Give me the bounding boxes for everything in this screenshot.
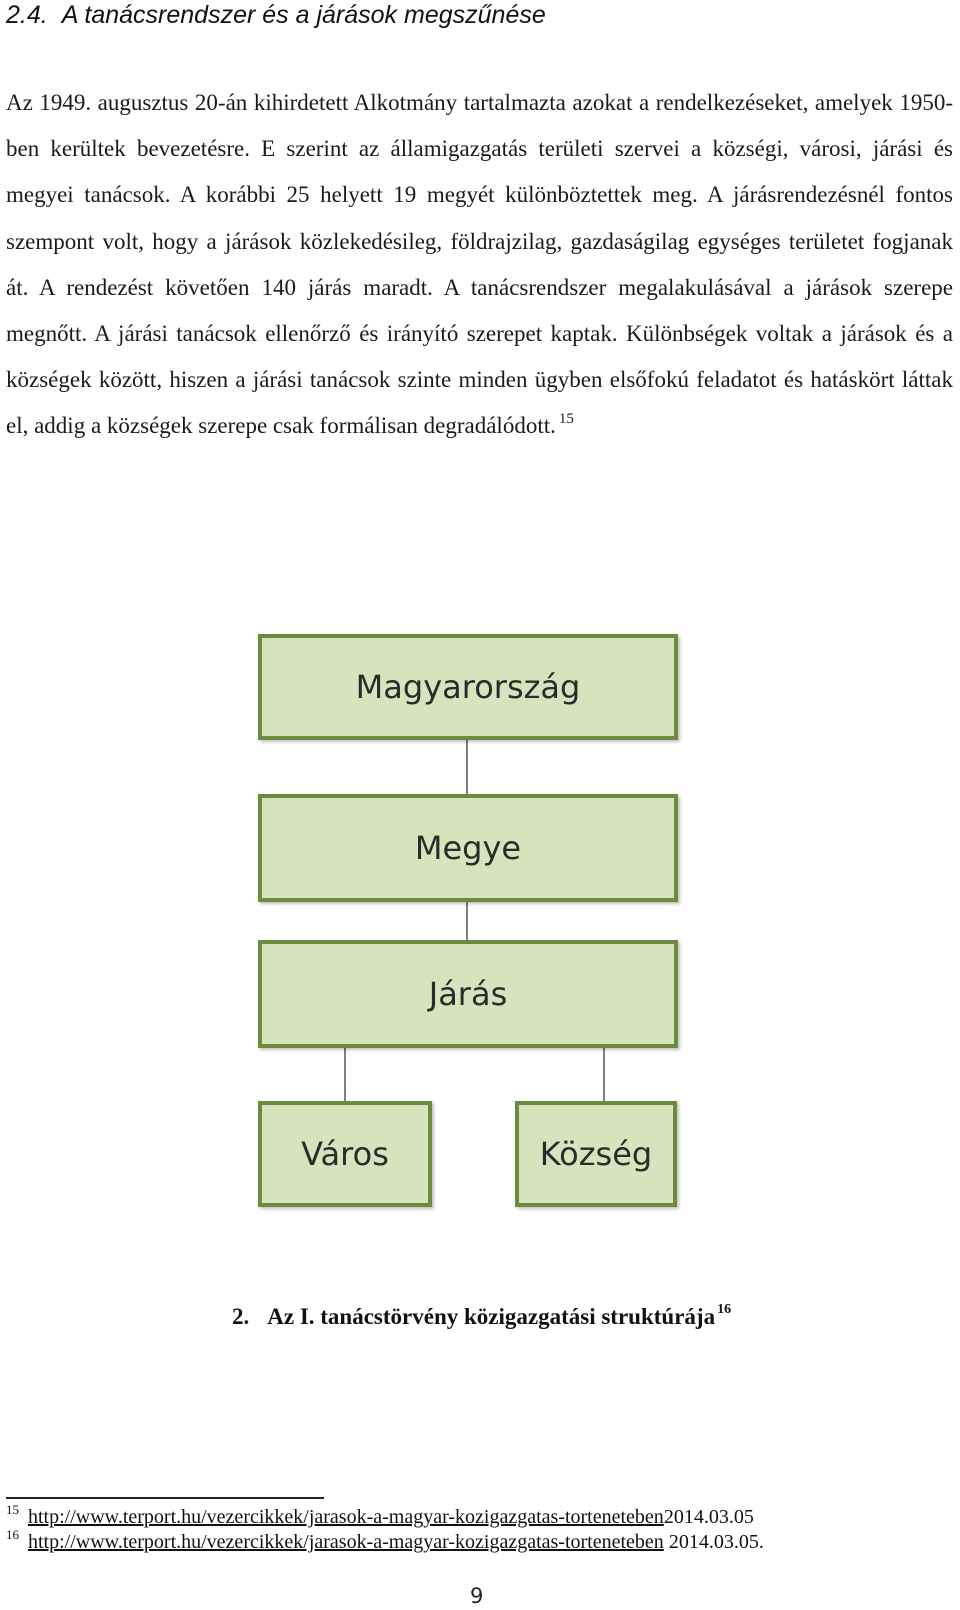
node-district-label: Járás (428, 975, 508, 1013)
body-paragraph (6, 80, 953, 453)
footnote-ref-15[interactable]: 15 (558, 411, 574, 428)
footnote-link[interactable]: http://www.terport.hu/vezercikkek/jarasok-a-magyar-kozigazgatas-torteneteben (28, 1506, 664, 1528)
node-village-label: Község (539, 1135, 653, 1173)
footnote-mark: 16 (6, 1527, 19, 1542)
figure-caption-text: Az I. tanácstörvény közigazgatási struktúrája (267, 1304, 716, 1329)
section-number: 2.4. (6, 1, 48, 29)
node-city (258, 1101, 432, 1207)
footnote-body (28, 1531, 764, 1554)
node-country-label: Magyarország (355, 668, 581, 706)
page-number: 9 (470, 1584, 484, 1608)
footnote-date: 2014.03.05. (663, 1531, 764, 1553)
connector-country-county (466, 738, 468, 796)
node-county (258, 794, 678, 902)
footnote-link[interactable]: http://www.terport.hu/vezercikkek/jarasok-a-magyar-kozigazgatas-torteneteben (28, 1531, 664, 1553)
node-city-label: Város (301, 1135, 389, 1173)
footnote-ref-16[interactable]: 16 (717, 1302, 732, 1318)
node-country (258, 634, 678, 740)
section-title: A tanácsrendszer és a járások megszűnése (61, 1, 546, 29)
connector-district-city (344, 1047, 346, 1103)
figure-number: 2. (232, 1304, 250, 1329)
connector-county-district (466, 900, 468, 942)
node-district (258, 940, 678, 1048)
section-heading (6, 0, 546, 30)
footnote-body (28, 1506, 754, 1529)
footnote-divider (6, 1497, 324, 1499)
paragraph-text: Az 1949. augusztus 20-án kihirdetett Alkotmány tartalmazta azokat a rendelkezéseket, amelyek 1950-ben kerültek bevezetésre. E szerint az államigazgatás területi szervei a községi, városi, járási és megyei tanácsok. A korábbi 25 helyett 19 megyét különböztettek meg. A járásrendezésnél fontos szempont volt, hogy a járások közlekedésileg, földrajzilag, gazdaságilag egységes területet fogjanak át. A rendezést követően 140 járás maradt. A tanácsrendszer megalakulásával a járások szerepe megnőtt. A járási tanácsok ellenőrző és irányító szerepet kaptak. Különbségek voltak a járások és a községek között, hiszen a járási tanácsok szinte minden ügyben elsőfokú feladatot és hatáskört láttak el, addig a községek szerepe csak formálisan degradálódott. (6, 90, 953, 439)
footnote-mark: 15 (6, 1502, 19, 1517)
figure-caption (232, 1304, 731, 1330)
node-county-label: Megye (414, 829, 522, 867)
footnote-date: 2014.03.05 (663, 1506, 754, 1528)
connector-district-village (603, 1047, 605, 1103)
node-village (515, 1101, 677, 1207)
